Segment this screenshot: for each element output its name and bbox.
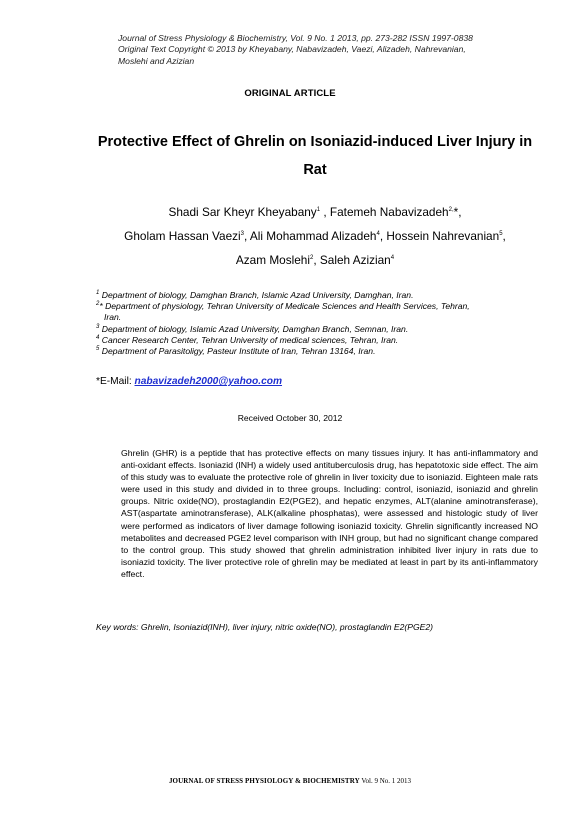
author-line-3 (60, 248, 570, 272)
affiliation-item (96, 301, 536, 312)
header-line-2: Original Text Copyright © 2013 by Kheyabany, Nabavizadeh, Vaezi, Alizadeh, Nahrevanian, (118, 44, 466, 55)
journal-header (118, 33, 538, 67)
author-line-1 (60, 200, 570, 224)
affiliation-item (96, 324, 536, 335)
author-name: Fatemeh Nabavizadeh (329, 205, 449, 219)
header-line-1: Journal of Stress Physiology & Biochemistry, Vol. 9 No. 1 2013, pp. 273-282 ISSN 1997-0838 (118, 33, 473, 43)
received-date: Received October 30, 2012 (237, 413, 343, 423)
author-name: Saleh Azizian (319, 253, 391, 267)
affiliation-text: Department of biology, Islamic Azad University, Damghan Branch, Semnan, Iran. (99, 323, 409, 334)
affiliation-number: 3 (96, 323, 100, 330)
title-line-1: Protective Effect of Ghrelin on Isoniazid-induced Liver Injury in (97, 134, 533, 150)
author-affiliation-mark: 4 (390, 255, 395, 261)
author-name: Azam Moslehi (235, 253, 310, 267)
keywords-line: Key words: Ghrelin, Isoniazid(INH), liver injury, nitric oxide(NO), prostaglandin E2(PGE2) (96, 622, 434, 632)
affiliation-number: 2 (96, 301, 100, 308)
affiliation-item (96, 346, 536, 357)
affiliation-number: 1 (96, 290, 100, 296)
author-list (60, 200, 570, 272)
author-name: Hossein Nahrevanian (386, 229, 500, 243)
abstract-text: Ghrelin (GHR) is a peptide that has protective effects on many tissues injury. It has anti-inflammatory and anti-oxidant effects. Isoniazid (INH) a widely used antituberculosis drug, has hepatotoxic side effect. The aim of this study was to evaluate the protective role of ghrelin in liver toxicity due to isoniazid. Eighteen male rats were used in this study and divided in to three groups. Including: control, isoniazid, isoniazid and ghrelin groups. Nitric oxide(NO), prostaglandin E2(PGE2), and hepatic enzymes, ALT(alanine aminotransferase), AST(aspartate aminotransferase), ALK(alkaline phosphatas), were assessed and histologic study of liver were performed as indicators of liver damage following isoniazid toxicity. Ghrelin significantly increased NO metabolites and decreased PGE2 level comparison with INH group, but had no significant change compared to the control group. This study showed that ghrelin administration inhibited liver injury in rats due to isoniazid toxicity. The liver protective role of ghrelin may be mediated at least in part by its anti-inflammatory effect. (121, 448, 538, 579)
affiliation-continuation: Iran. (104, 312, 122, 323)
author-separator: , (320, 205, 330, 219)
corresponding-email (96, 376, 282, 387)
footer-journal-name: JOURNAL OF STRESS PHYSIOLOGY & BIOCHEMISTRY (168, 777, 360, 785)
author-line-2 (60, 224, 570, 248)
header-line-3: Moslehi and Azizian (118, 55, 195, 66)
author-separator: , (244, 229, 250, 243)
author-separator: , (502, 229, 506, 243)
author-name: Ali Mohammad Alizadeh (249, 229, 377, 243)
affiliation-item (96, 290, 536, 301)
affiliation-number: 4 (96, 334, 100, 341)
author-affiliation-mark: 3 (240, 231, 245, 237)
affiliation-text: Department of Parasitoligy, Pasteur Institute of Iran, Tehran 13164, Iran. (99, 346, 376, 357)
affiliation-text: Department of biology, Damghan Branch, Islamic Azad University, Damghan, Iran. (99, 290, 414, 300)
author-separator: *, (453, 205, 462, 219)
footer-volume: Vol. 9 No. 1 2013 (359, 777, 412, 785)
affiliation-item (96, 335, 536, 346)
author-separator: , (313, 253, 320, 267)
author-affiliation-mark: 2 (310, 255, 314, 261)
affiliation-text: Cancer Research Center, Tehran University of medical sciences, Tehran, Iran. (99, 334, 399, 345)
page-footer (0, 777, 580, 785)
email-link[interactable]: nabavizadeh2000@yahoo.com (134, 376, 283, 387)
affiliation-list (96, 290, 536, 357)
title-line-2: Rat (303, 162, 327, 178)
author-affiliation-mark: 4 (376, 231, 380, 237)
paper-title (70, 128, 560, 184)
email-label: *E-Mail: (96, 376, 135, 387)
author-name: Shadi Sar Kheyr Kheyabany (168, 205, 317, 219)
author-name: Gholam Hassan Vaezi (124, 229, 241, 243)
affiliation-number: 5 (96, 346, 100, 353)
affiliation-text: * Department of physiology, Tehran University of Medicale Sciences and Health Services, Tehran, (99, 301, 470, 312)
author-separator: , (379, 229, 387, 243)
author-affiliation-mark: 1 (316, 207, 321, 213)
author-affiliation-mark: 2, (448, 207, 454, 213)
author-affiliation-mark: 5 (499, 231, 503, 237)
article-type-label: ORIGINAL ARTICLE (244, 88, 336, 99)
